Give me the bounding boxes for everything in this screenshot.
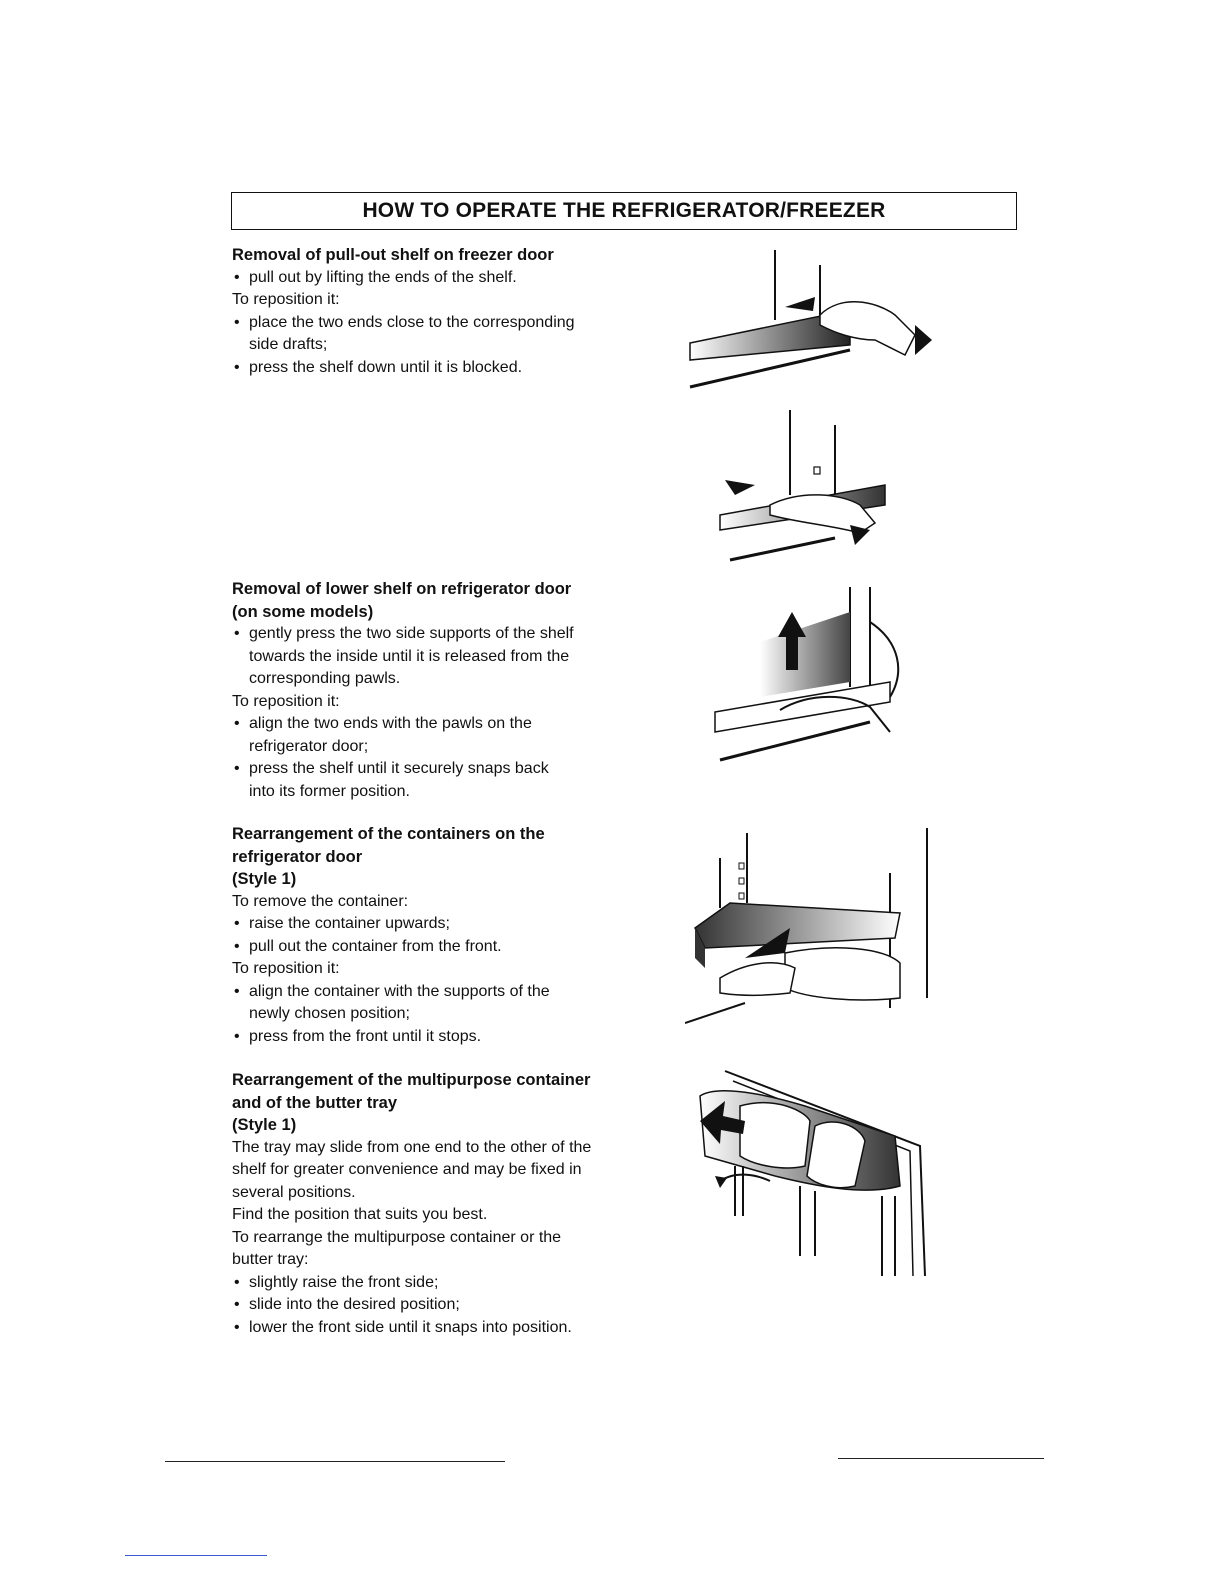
instruction-text: Find the position that suits you best. bbox=[232, 1206, 488, 1223]
footer-rule-left bbox=[165, 1461, 505, 1462]
section-freezer-shelf bbox=[232, 244, 602, 379]
instruction-text: To reposition it: bbox=[232, 960, 340, 977]
instruction-list bbox=[232, 913, 592, 958]
instruction-text: To reposition it: bbox=[232, 692, 340, 710]
section-butter-tray bbox=[232, 1069, 597, 1339]
page-title: HOW TO OPERATE THE REFRIGERATOR/FREEZER bbox=[362, 199, 886, 222]
list-item: • slide into the desired position; bbox=[232, 1294, 597, 1317]
list-item: • slightly raise the front side; bbox=[232, 1272, 597, 1295]
instruction-text: To remove the container: bbox=[232, 892, 409, 910]
section-door-containers bbox=[232, 823, 592, 1048]
list-item: • place the two ends close to the corresponding side drafts; bbox=[232, 312, 602, 357]
list-item: • align the container with the supports of the newly chosen position; bbox=[232, 981, 592, 1026]
lower-shelf-removal-illustration bbox=[700, 582, 910, 767]
section-style-label: (Style 1) bbox=[232, 870, 297, 888]
instruction-list bbox=[232, 713, 577, 803]
page-title-box bbox=[231, 192, 1017, 230]
list-item: • pull out the container from the front. bbox=[232, 936, 592, 959]
instruction-list bbox=[232, 312, 602, 380]
instruction-list bbox=[232, 981, 592, 1049]
list-item: • raise the container upwards; bbox=[232, 913, 592, 936]
list-item: • press from the front until it stops. bbox=[232, 1026, 592, 1049]
door-container-illustration bbox=[685, 828, 935, 1028]
instruction-text: The tray may slide from one end to the other of the shelf for greater convenience and may be fixed in several positions. bbox=[232, 1138, 592, 1201]
instruction-text: To rearrange the multipurpose container or the butter tray: bbox=[232, 1228, 562, 1268]
section-lower-shelf bbox=[232, 578, 577, 803]
section-style-label: (Style 1) bbox=[232, 1116, 297, 1134]
footer-rule-right bbox=[838, 1458, 1044, 1459]
list-item: • align the two ends with the pawls on the refrigerator door; bbox=[232, 713, 577, 758]
list-item: • press the shelf until it securely snaps back into its former position. bbox=[232, 758, 577, 803]
section-heading: Rearrangement of the multipurpose container and of the butter tray bbox=[232, 1071, 591, 1112]
butter-tray-illustration bbox=[695, 1066, 935, 1281]
instruction-text: To reposition it: bbox=[232, 291, 340, 308]
freezer-shelf-removal-illustration bbox=[680, 245, 940, 395]
instruction-list bbox=[232, 1272, 597, 1340]
list-item: • gently press the two side supports of the shelf towards the inside until it is released from the corresponding pawls. bbox=[232, 623, 577, 691]
footer-rule-bottom bbox=[125, 1555, 267, 1556]
section-heading: Rearrangement of the containers on the refrigerator door bbox=[232, 825, 545, 866]
section-heading: Removal of lower shelf on refrigerator door (on some models) bbox=[232, 580, 572, 621]
instruction-list bbox=[232, 267, 602, 290]
list-item: • lower the front side until it snaps into position. bbox=[232, 1317, 597, 1340]
section-heading: Removal of pull-out shelf on freezer door bbox=[232, 246, 554, 264]
list-item: • press the shelf down until it is blocked. bbox=[232, 357, 602, 380]
list-item: • pull out by lifting the ends of the shelf. bbox=[232, 267, 602, 290]
instruction-list bbox=[232, 623, 577, 691]
freezer-shelf-reposition-illustration bbox=[710, 405, 900, 570]
